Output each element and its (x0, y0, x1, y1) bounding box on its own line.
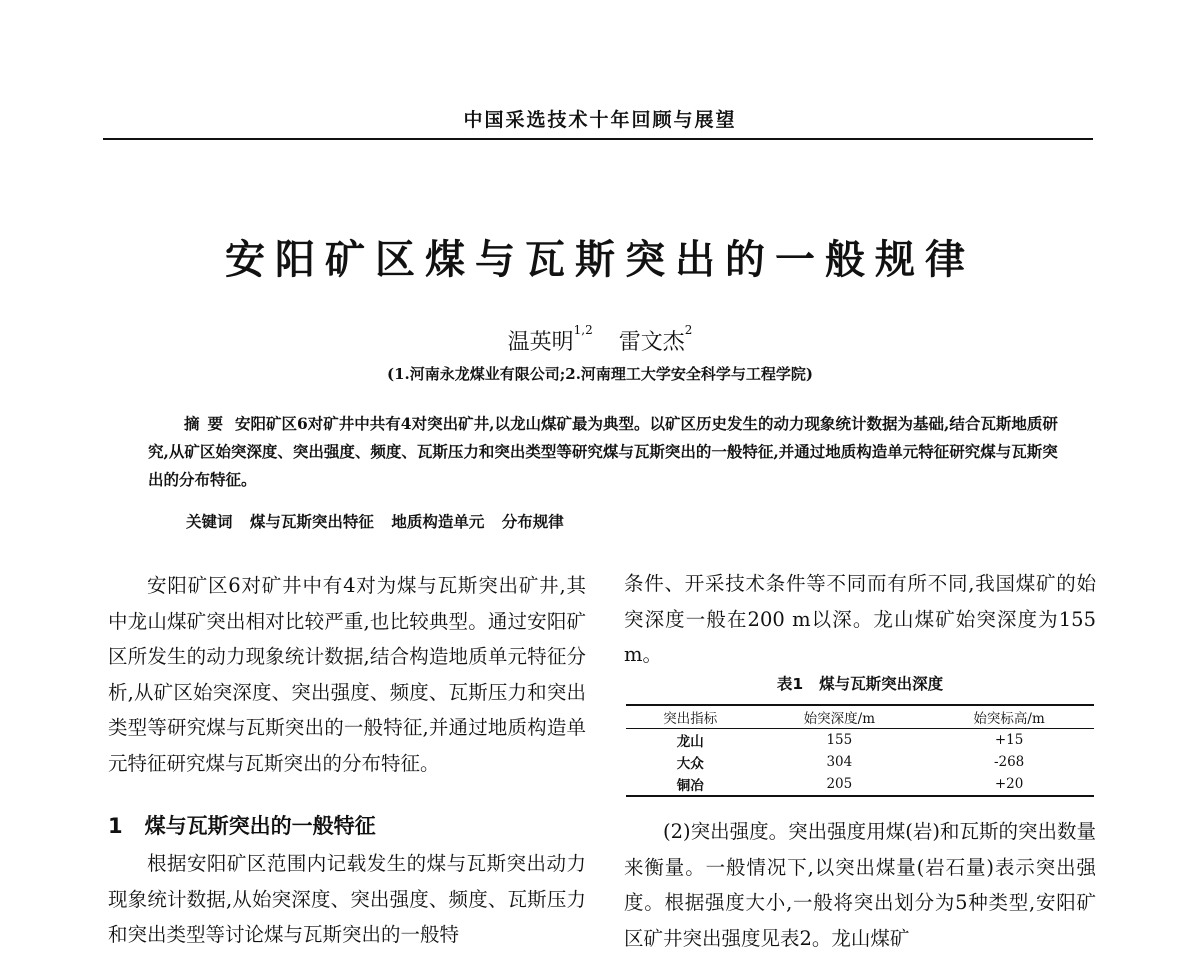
outburst-depth-table (626, 704, 1094, 797)
abstract-label: 摘要 (184, 414, 232, 433)
section-number: 1 (108, 814, 123, 838)
section-heading (108, 810, 376, 840)
table-cell: -268 (993, 754, 1025, 770)
author-affiliation-mark: 2 (684, 323, 693, 337)
abstract (148, 410, 1058, 494)
running-head: 中国采选技术十年回顾与展望 (463, 109, 737, 131)
keyword: 分布规律 (501, 512, 564, 531)
table-row (626, 773, 1094, 796)
table-title: 煤与瓦斯突出深度 (819, 675, 944, 693)
body-paragraph: (2)突出强度。突出强度用煤(岩)和瓦斯的突出数量来衡量。一般情况下,以突出煤量(岩石量)表示突出强度。根据强度大小,一般将突出划分为5种类型,安阳矿区矿井突出强度见表2。龙山煤矿 (624, 820, 1096, 950)
paper-title: 安阳矿区煤与瓦斯突出的一般规律 (225, 236, 975, 283)
section-title: 煤与瓦斯突出的一般特征 (144, 814, 376, 838)
table-row (626, 751, 1094, 773)
body-paragraph: 根据安阳矿区范围内记载发生的煤与瓦斯突出动力现象统计数据,从始突深度、突出强度、频度、瓦斯压力和突出类型等讨论煤与瓦斯突出的一般特 (108, 852, 586, 946)
author-line (0, 325, 1200, 356)
keyword: 煤与瓦斯突出特征 (249, 512, 374, 531)
left-column-intro (108, 568, 586, 781)
abstract-text: 安阳矿区6对矿井中共有4对突出矿井,以龙山煤矿最为典型。以矿区历史发生的动力现象统计数据为基础,结合瓦斯地质研究,从矿区始突深度、突出强度、频度、瓦斯压力和突出类型等研究煤与瓦斯突出的一般特征,并通过地质构造单元特征研究煤与瓦斯突出的分布特征。 (148, 414, 1058, 489)
author-affiliation-mark: 1,2 (573, 323, 593, 337)
table-header-cell: 突出指标 (663, 711, 718, 727)
left-column-section1 (108, 846, 586, 953)
table-cell: 205 (826, 776, 853, 792)
author-name: 雷文杰 (618, 330, 685, 355)
table-number: 表1 (776, 675, 804, 693)
table-cell: 304 (826, 754, 853, 770)
table-cell: +15 (994, 732, 1024, 748)
table-caption (624, 672, 1096, 694)
table-header-row (626, 705, 1094, 729)
table-cell: +20 (994, 776, 1024, 792)
table-cell: 铜冶 (676, 778, 704, 794)
keywords-label: 关键词 (186, 512, 233, 531)
table-cell: 大众 (676, 756, 704, 772)
right-column-top (624, 566, 1096, 673)
body-paragraph: 安阳矿区6对矿井中有4对为煤与瓦斯突出矿井,其中龙山煤矿突出相对比较严重,也比较典型。通过安阳矿区所发生的动力现象统计数据,结合构造地质单元特征分析,从矿区始突深度、突出强度、频度、瓦斯压力和突出类型等研究煤与瓦斯突出的一般特征,并通过地质构造单元特征研究煤与瓦斯突出的分布特征。 (108, 574, 586, 775)
table-header-cell: 始突深度/m (803, 711, 876, 727)
right-column-bottom (624, 814, 1096, 956)
header-rule (103, 138, 1093, 140)
author-name: 温英明 (507, 330, 574, 355)
table-cell: 155 (826, 732, 853, 748)
table-header-cell: 始突标高/m (973, 711, 1045, 727)
keyword: 地质构造单元 (391, 512, 485, 531)
table-row (626, 729, 1094, 752)
body-paragraph: 条件、开采技术条件等不同而有所不同,我国煤矿的始突深度一般在200 m以深。龙山煤矿始突深度为155 m。 (624, 572, 1096, 666)
table-cell: 龙山 (676, 734, 704, 750)
affiliation: (1.河南永龙煤业有限公司;2.河南理工大学安全科学与工程学院) (386, 365, 814, 383)
keywords (186, 510, 564, 532)
